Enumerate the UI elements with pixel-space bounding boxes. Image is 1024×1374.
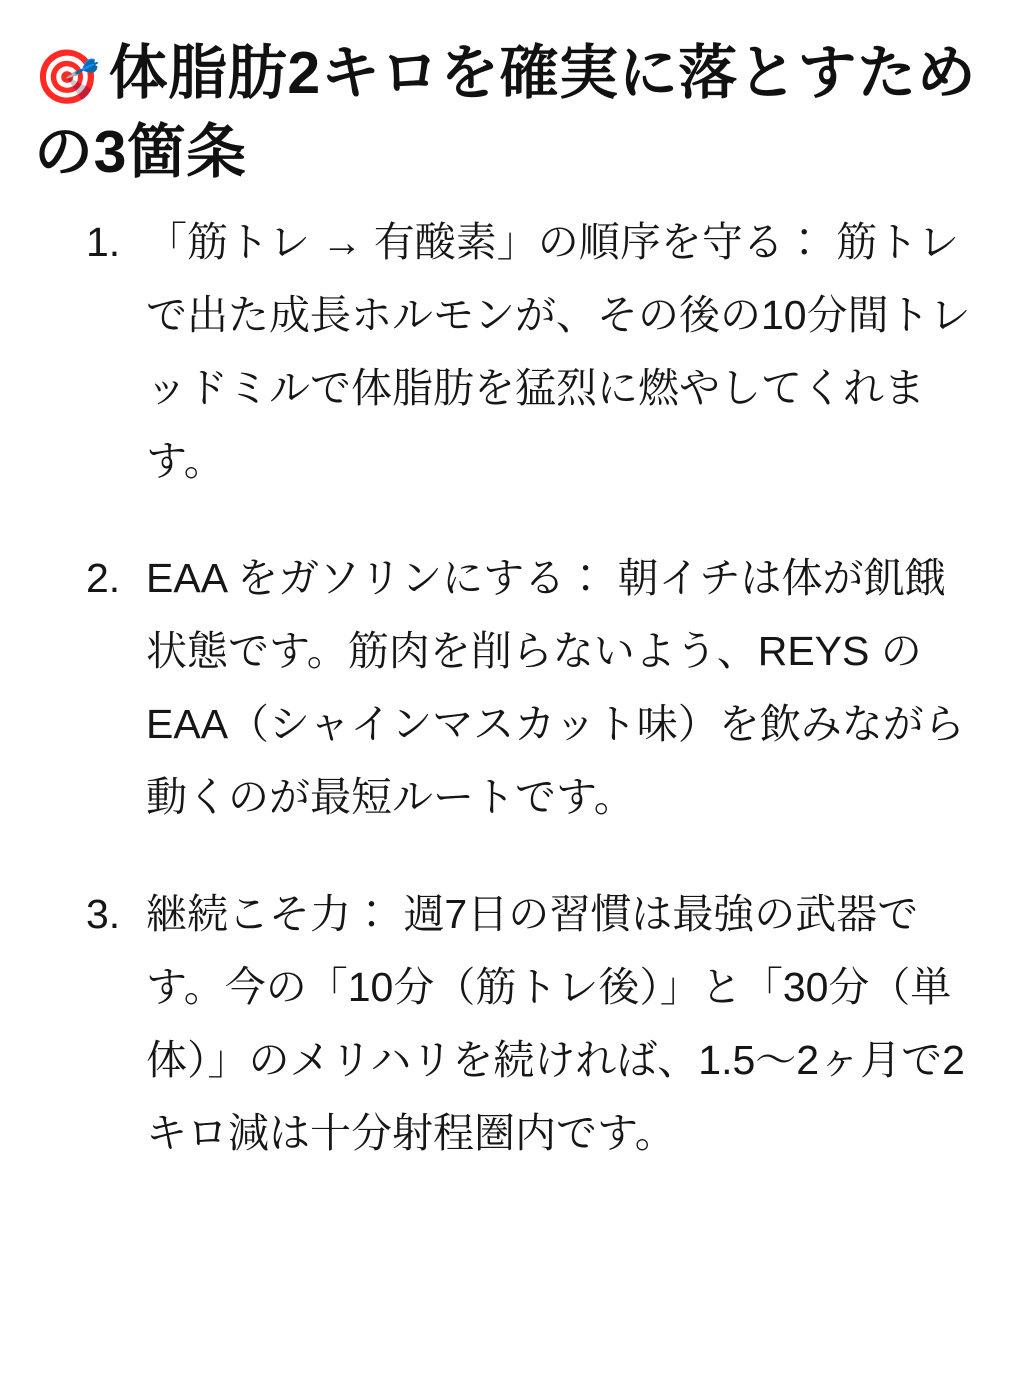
list-item [34, 206, 984, 498]
list-item-text: EAA をガソリンにする： 朝イチは体が飢餓状態です。筋肉を削らないよう、REYS の EAA（シャインマスカット味）を飲みながら動くのが最短ルートです。 [146, 554, 965, 820]
page-title-text: 体脂肪2キロを確実に落とすための3箇条 [34, 40, 977, 186]
list-item-text: 継続こそ力： 週7日の習慣は最強の武器です。今の「10分（筋トレ後）」と「30分（単体）」のメリハリを続ければ、1.5〜2ヶ月で2キロ減は十分射程圏内です。 [146, 890, 965, 1156]
list-item-marker: 3. [86, 890, 121, 937]
list-item-marker: 1. [86, 219, 121, 266]
page-title [34, 34, 984, 192]
steps-list [34, 206, 984, 1170]
direct-hit-target-icon: 🎯 [34, 48, 101, 107]
list-item [34, 542, 984, 834]
list-item-marker: 2. [86, 554, 121, 601]
list-item [34, 878, 984, 1170]
list-item-text: 「筋トレ → 有酸素」の順序を守る： 筋トレで出た成長ホルモンが、その後の10分間トレッドミルで体脂肪を猛烈に燃やしてくれます。 [146, 219, 971, 484]
